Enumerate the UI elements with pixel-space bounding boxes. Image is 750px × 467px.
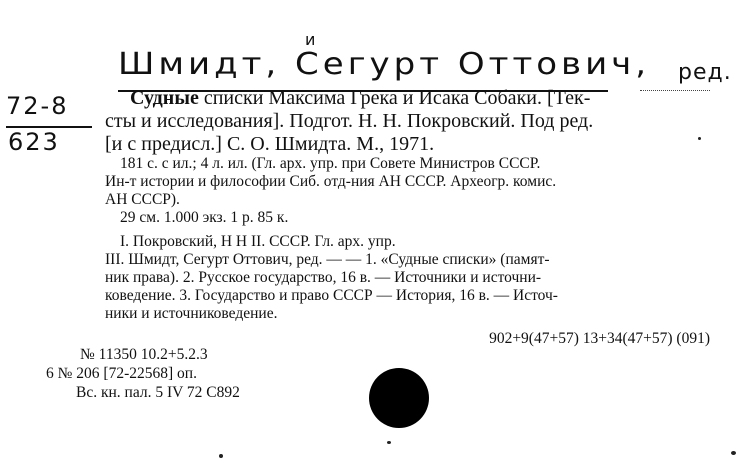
body-line-4: 181 с. с ил.; 4 л. ил. (Гл. арх. упр. при Совете Министров СССР. — [120, 155, 541, 172]
speck — [698, 137, 701, 140]
title-rest: списки Максима Грека и Исака Собаки. [Тек- — [203, 87, 591, 109]
role-underline — [640, 90, 710, 91]
handwritten-author: Шмидт, Сегурт Оттович, — [118, 46, 651, 82]
speck — [731, 451, 736, 455]
body-line-3: [и с предисл.] С. О. Шмидта. М., 1971. — [105, 133, 435, 155]
body-line-7: 29 см. 1.000 экз. 1 р. 85 к. — [120, 209, 289, 226]
body-line-12: ники и источниковедение. — [105, 305, 278, 322]
call-number-bottom: 623 — [8, 128, 60, 156]
classification-index: 902+9(47+57) 13+34(47+57) (091) — [489, 330, 710, 347]
body-line-9: III. Шмидт, Сегурт Оттович, ред. — — 1. «Судные списки» (памят- — [105, 251, 550, 268]
chamber-note: Вс. кн. пал. 5 IV 72 С892 — [76, 384, 240, 401]
speck — [219, 454, 223, 458]
title-bold-word: Судные — [130, 87, 199, 109]
title-line — [130, 88, 590, 108]
punch-hole — [369, 368, 429, 428]
print-number: 6 № 206 [72-22568] оп. — [46, 365, 197, 382]
body-line-5: Ин-т истории и философии Сиб. отд-ния АН СССР. Археогр. комис. — [105, 173, 557, 190]
handwritten-correction: и — [305, 30, 317, 49]
handwritten-role: ред. — [678, 60, 732, 85]
call-number-top: 72-8 — [6, 92, 69, 120]
body-line-6: АН СССР). — [105, 191, 180, 208]
speck — [387, 441, 391, 444]
body-line-10: ник права). 2. Русское государство, 16 в. — Источники и источни- — [105, 269, 542, 286]
body-line-8: I. Покровский, Н Н II. СССР. Гл. арх. упр. — [120, 233, 396, 250]
body-line-11: коведение. 3. Государство и право СССР — История, 16 в. — Источ- — [105, 287, 558, 304]
body-line-2: сты и исследования]. Подгот. Н. Н. Покровский. Под ред. — [105, 110, 594, 132]
record-number: № 11350 10.2+5.2.3 — [80, 346, 208, 363]
